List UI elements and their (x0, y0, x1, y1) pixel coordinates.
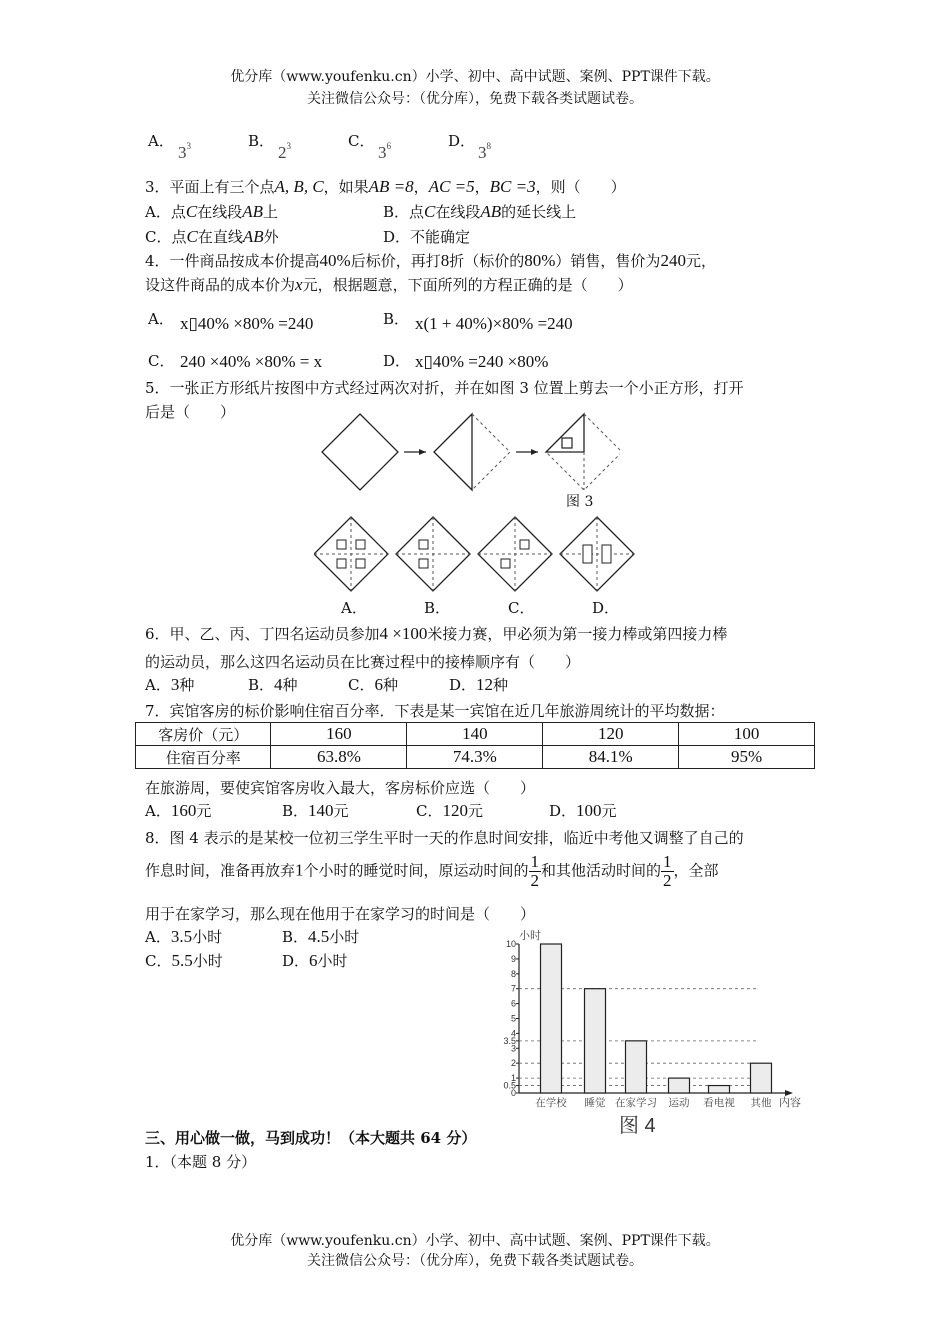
chart-category-label: 看电视 (703, 1097, 735, 1109)
chart-category-label: 在家学习 (615, 1097, 657, 1109)
table-row (136, 723, 815, 746)
q6-option-b[interactable]: B．4种 (248, 675, 298, 694)
table-cell: 74.3% (407, 746, 543, 769)
q8-option-c[interactable]: C．5.5小时 (145, 951, 223, 970)
figure-4-bar-chart (495, 926, 815, 1141)
chart-bar (709, 1086, 730, 1093)
page-footer-line-2: 关注微信公众号：（优分库），免费下载各类试题试卷。 (307, 1253, 643, 1269)
q3-option-d[interactable]: D．不能确定 (383, 228, 471, 246)
q8-option-b[interactable]: B．4.5小时 (282, 927, 360, 946)
q3-stem: 3．平面上有三个点A, B, C，如果AB =8，AC =5，BC =3，则（ ） (145, 177, 626, 196)
q4-option-b-expr: x(1 + 40%)×80% =240 (415, 314, 573, 333)
cut-square (562, 438, 572, 448)
q7-stem-line-2: 在旅游周，要使宾馆客房收入最大，客房标价应选（ ） (145, 779, 536, 797)
chart-xlabel: 内容 (779, 1097, 801, 1109)
q7-option-c[interactable]: C．120元 (416, 801, 483, 820)
table-row (136, 746, 815, 769)
q5-choice-d-diagram (560, 517, 634, 591)
chart-y-tick-label: 6 (510, 998, 516, 1009)
q6-option-d[interactable]: D．12种 (449, 675, 509, 694)
q4-option-c-expr: 240 ×40% ×80% = x (180, 352, 323, 371)
q4-option-d-expr: x▯40% =240 ×80% (415, 352, 549, 371)
q6-option-c[interactable]: C．6种 (348, 675, 398, 694)
chart-category-label: 运动 (668, 1097, 690, 1109)
q3-option-c[interactable]: C．点C在直线AB外 (145, 227, 279, 246)
q6-stem-line-1: 6．甲、乙、丙、丁四名运动员参加4 ×100米接力赛，甲必须为第一接力棒或第四接力棒 (145, 624, 728, 643)
q7-option-a[interactable]: A．160元 (145, 801, 212, 820)
q2-option-a-value: $3^3$ (178, 141, 191, 162)
page-header-line-1: 优分库（www.youfenku.cn）小学、初中、高中试题、案例、PPT课件下载。 (230, 69, 720, 85)
q4-option-a[interactable]: A． (148, 310, 174, 328)
fold-arrowhead-2 (531, 449, 538, 455)
fold-step-2-triangle (434, 414, 472, 490)
q4-option-d[interactable]: D． (383, 352, 411, 370)
q5-stem-line-1: 5．一张正方形纸片按图中方式经过两次对折，并在如图 3 位置上剪去一个小正方形，打开 (145, 379, 744, 397)
chart-category-label: 其他 (750, 1097, 772, 1109)
chart-y-tick-label: 7 (510, 983, 516, 994)
q8-stem-line-3: 用于在家学习，那么现在他用于在家学习的时间是（ ） (145, 905, 536, 923)
chart-y-tick-label: 2 (510, 1058, 516, 1069)
table-cell: 160 (271, 723, 407, 746)
q8-option-d[interactable]: D．6小时 (282, 951, 348, 970)
fraction-one-half: $\frac{1}{2}$ (663, 852, 672, 890)
chart-y-tick-label: 1 (510, 1073, 516, 1084)
chart-bar (751, 1063, 772, 1093)
fold-step-2-dashed (472, 414, 510, 490)
section-3-q1: 1．（本题 8 分） (145, 1153, 257, 1171)
chart-y-tick-label: 0.5 (503, 1080, 516, 1091)
q3-option-b[interactable]: B．点C在线段AB的延长线上 (383, 202, 577, 221)
q7-rate-table (135, 722, 815, 769)
q6-option-a[interactable]: A．3种 (145, 675, 195, 694)
chart-ylabel: 小时 (519, 930, 541, 942)
q2-option-a[interactable]: A． (148, 132, 174, 150)
chart-y-tick-label: 8 (510, 968, 516, 979)
page-footer-line-1: 优分库（www.youfenku.cn）小学、初中、高中试题、案例、PPT课件下载。 (230, 1233, 720, 1249)
q2-option-b-value: $2^3$ (278, 141, 291, 162)
fold-step-1-square (322, 414, 398, 490)
q5-choice-a-diagram (314, 517, 388, 591)
q4-stem-line-2: 设这件商品的成本价为x元，根据题意，下面所列的方程正确的是（ ） (145, 275, 633, 294)
q8-stem-line-1: 8．图 4 表示的是某校一位初三学生平时一天的作息时间安排，临近中考他又调整了自己的 (145, 829, 744, 847)
q4-stem-line-1: 4．一件商品按成本价提高40%后标价，再打8折（标价的80%）销售，售价为240元， (145, 251, 716, 270)
chart-y-tick-label: 3.5 (503, 1035, 516, 1046)
page-header-line-2: 关注微信公众号：（优分库），免费下载各类试题试卷。 (307, 91, 643, 107)
fold-arrowhead-1 (419, 449, 426, 455)
q7-option-d[interactable]: D．100元 (549, 801, 617, 820)
chart-category-label: 睡觉 (584, 1097, 606, 1109)
table-cell: 120 (543, 723, 679, 746)
fraction-one-half: $\frac{1}{2}$ (530, 852, 540, 890)
chart-y-tick-label: 4 (510, 1028, 516, 1039)
q4-option-a-expr: x▯40% ×80% =240 (180, 314, 314, 333)
chart-bar (541, 944, 562, 1093)
q8-stem-line-2: 作息时间，准备再放弃1个小时的睡觉时间，原运动时间的 $\frac{1}{2}$ 和其他活动时间的 $\frac{1}{2}$ ，全部 (145, 852, 719, 890)
table-cell: 100 (679, 723, 815, 746)
q5-choice-b[interactable]: B． (424, 599, 451, 617)
q8-option-a[interactable]: A．3.5小时 (145, 927, 223, 946)
q2-option-c-value: $3^6$ (378, 141, 391, 162)
q2-option-b[interactable]: B． (248, 132, 275, 150)
q5-choice-diagrams (314, 516, 644, 594)
q7-option-b[interactable]: B．140元 (282, 801, 349, 820)
q5-choice-c[interactable]: C． (508, 599, 535, 617)
table-cell: 84.1% (543, 746, 679, 769)
chart-bar (669, 1078, 690, 1093)
chart-category-label: 在学校 (535, 1097, 567, 1109)
chart-x-arrow (785, 1090, 793, 1096)
table-cell: 客房价（元） (136, 723, 271, 746)
q7-stem-line-1: 7．宾馆客房的标价影响住宿百分率．下表是某一宾馆在近几年旅游周统计的平均数据： (145, 702, 725, 720)
q5-choice-c-diagram (478, 517, 552, 591)
section-3-title: 三、用心做一做，马到成功！（本大题共 64 分） (145, 1129, 477, 1147)
chart-title: 图 4 (619, 1115, 656, 1137)
chart-y-tick-label: 10 (505, 939, 516, 949)
table-cell: 140 (407, 723, 543, 746)
table-cell: 63.8% (271, 746, 407, 769)
q2-option-d[interactable]: D． (448, 132, 476, 150)
chart-y-tick-label: 0 (510, 1088, 516, 1098)
q6-stem-line-2: 的运动员，那么这四名运动员在比赛过程中的接棒顺序有（ ） (145, 653, 581, 671)
figure-3-caption: 图 3 (566, 494, 594, 510)
chart-bar (626, 1041, 647, 1093)
q2-option-d-value: $3^8$ (478, 141, 491, 162)
q2-option-c[interactable]: C． (348, 132, 375, 150)
chart-bar (585, 989, 606, 1093)
table-cell: 住宿百分率 (136, 746, 271, 769)
q5-choice-d[interactable]: D． (592, 599, 620, 617)
q5-stem-line-2: 后是（ ） (145, 403, 236, 421)
table-cell: 95% (679, 746, 815, 769)
chart-y-tick-label: 9 (510, 953, 516, 964)
q3-option-a[interactable]: A．点C在线段AB上 (145, 202, 278, 221)
q5-choice-a[interactable]: A． (341, 599, 367, 617)
q4-option-b[interactable]: B． (383, 310, 410, 328)
q5-choice-b-diagram (396, 517, 470, 591)
q4-option-c[interactable]: C． (148, 352, 175, 370)
chart-y-tick-label: 3 (510, 1043, 516, 1054)
chart-y-tick-label: 5 (510, 1013, 516, 1024)
